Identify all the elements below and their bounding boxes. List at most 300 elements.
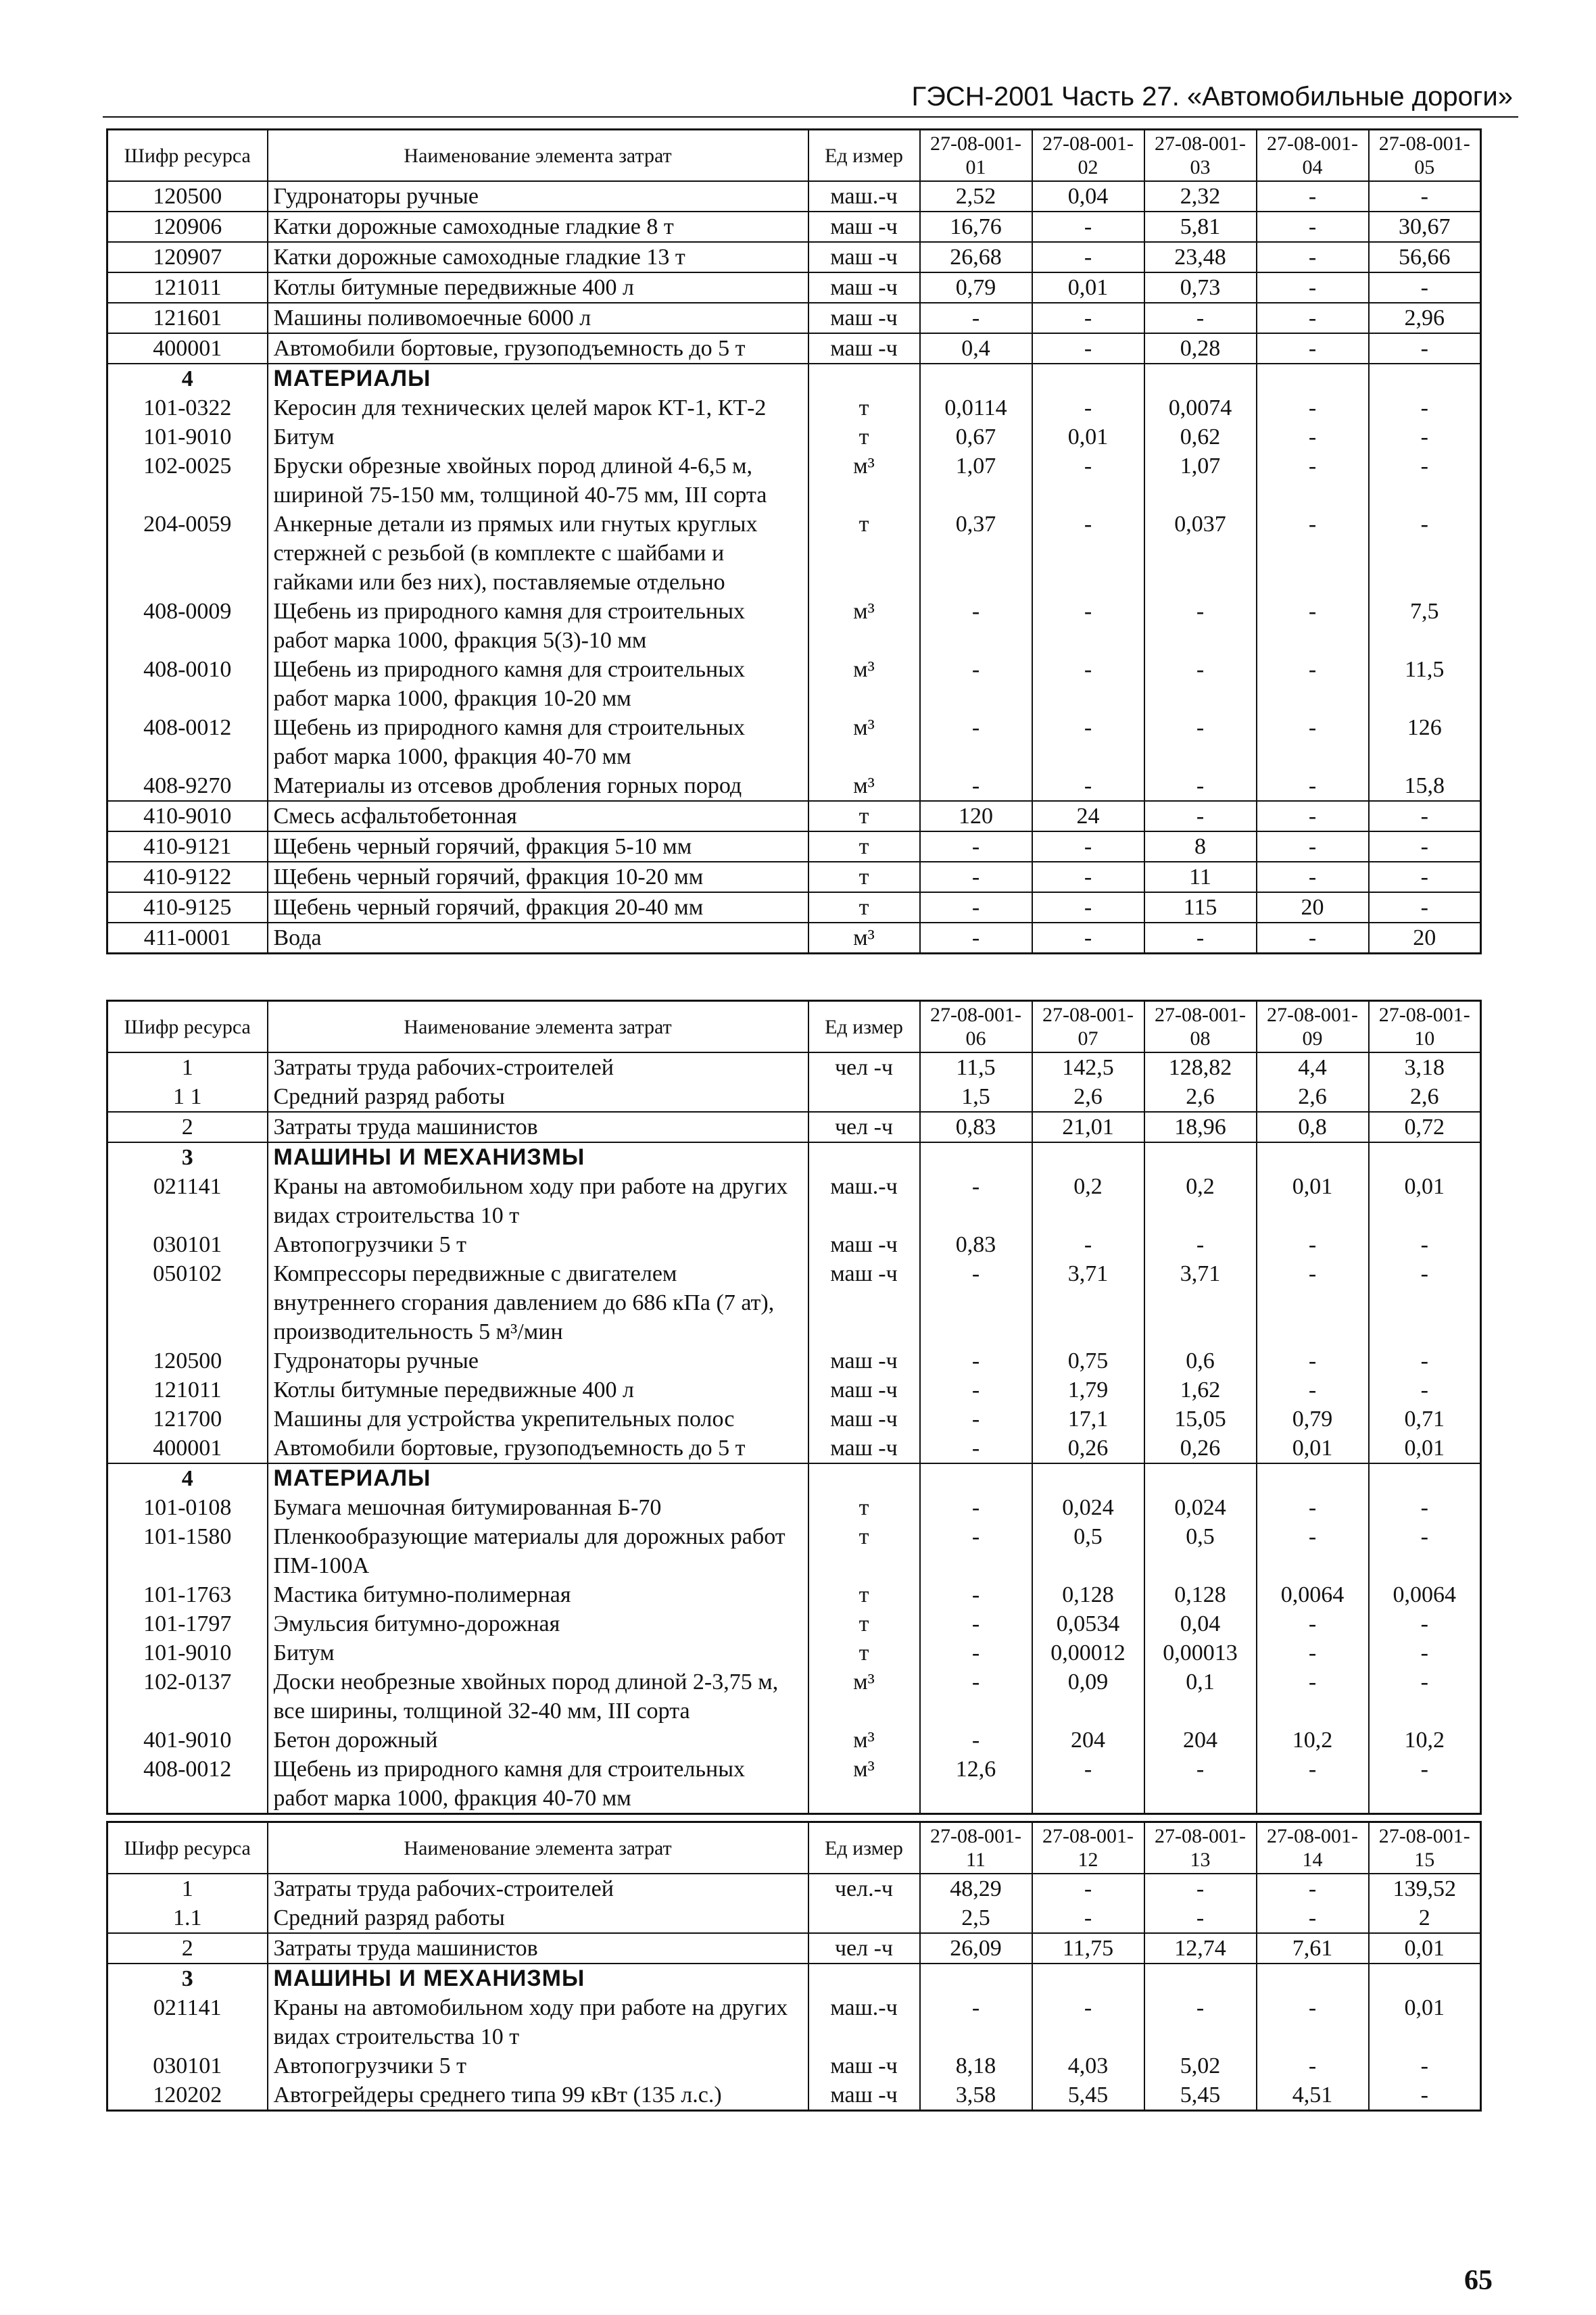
unit-of-measure: маш -ч — [808, 303, 920, 333]
resource-name: Краны на автомобильном ходу при работе на других видах строительства 10 т — [268, 1172, 808, 1230]
resource-code: 121011 — [107, 272, 268, 303]
norm-value: 0,128 — [1032, 1580, 1144, 1609]
table-head — [107, 1001, 1481, 1053]
norm-value: 5,81 — [1144, 212, 1257, 242]
norm-value: - — [1369, 1375, 1481, 1405]
norm-value: 0,83 — [920, 1230, 1032, 1259]
resource-code: 120906 — [107, 212, 268, 242]
resource-name: Автопогрузчики 5 т — [268, 1230, 808, 1259]
norm-value: 26,68 — [920, 242, 1032, 272]
norm-value: 2,5 — [920, 1903, 1032, 1933]
unit-of-measure: т — [808, 1493, 920, 1522]
resource-code: 101-0108 — [107, 1493, 268, 1522]
norm-value: 0,04 — [1144, 1609, 1257, 1638]
norm-value: 2,6 — [1032, 1082, 1144, 1112]
norm-value: - — [1144, 1993, 1257, 2051]
resource-name: Затраты труда рабочих-строителей — [268, 1874, 808, 1903]
unit-of-measure: чел.-ч — [808, 1874, 920, 1903]
norm-value: 1,62 — [1144, 1375, 1257, 1405]
resource-row — [107, 862, 1481, 892]
empty-cell — [1369, 1463, 1481, 1493]
norm-value: - — [1257, 452, 1369, 510]
resource-row — [107, 272, 1481, 303]
empty-cell — [1032, 1142, 1144, 1172]
resource-code: 101-9010 — [107, 1638, 268, 1667]
norm-value: 0,5 — [1032, 1522, 1144, 1580]
empty-cell — [1144, 1964, 1257, 1993]
norm-value: 0,0074 — [1144, 393, 1257, 422]
norm-value: - — [920, 1580, 1032, 1609]
resource-row — [107, 452, 1481, 510]
norm-value: - — [920, 771, 1032, 801]
resource-name: Машины для устройства укрепительных полос — [268, 1405, 808, 1434]
norm-value: - — [920, 1726, 1032, 1755]
norm-value: 0,8 — [1257, 1112, 1369, 1142]
norm-value: 56,66 — [1369, 242, 1481, 272]
resource-code: 121700 — [107, 1405, 268, 1434]
resource-row — [107, 2051, 1481, 2080]
resource-code: 120500 — [107, 1346, 268, 1375]
norm-code-header: 27-08-001-09 — [1257, 1001, 1369, 1053]
norm-value: - — [1257, 655, 1369, 713]
norm-value: 0,62 — [1144, 422, 1257, 452]
norm-value: 0,2 — [1144, 1172, 1257, 1230]
resource-row — [107, 713, 1481, 771]
empty-cell — [1144, 1463, 1257, 1493]
unit-of-measure: маш -ч — [808, 2080, 920, 2111]
norm-value: - — [1369, 181, 1481, 212]
norm-value: 11 — [1144, 862, 1257, 892]
norm-value: 7,61 — [1257, 1933, 1369, 1964]
resource-name: Щебень черный горячий, фракция 10-20 мм — [268, 862, 808, 892]
norm-value: 3,18 — [1369, 1052, 1481, 1082]
norm-value: 30,67 — [1369, 212, 1481, 242]
norm-value: - — [1032, 303, 1144, 333]
resource-name: Материалы из отсевов дробления горных пород — [268, 771, 808, 801]
norm-value: 0,83 — [920, 1112, 1032, 1142]
resource-code: 408-0012 — [107, 713, 268, 771]
table-body — [107, 1874, 1481, 2111]
resource-code: 204-0059 — [107, 510, 268, 597]
norm-value: 2,32 — [1144, 181, 1257, 212]
unit-of-measure: т — [808, 1609, 920, 1638]
norm-value: 0,01 — [1369, 1933, 1481, 1964]
resource-row — [107, 422, 1481, 452]
norm-value: - — [1257, 1522, 1369, 1580]
resource-name: Автогрейдеры среднего типа 99 кВт (135 л.с.) — [268, 2080, 808, 2111]
norm-value: - — [1032, 452, 1144, 510]
norm-value: - — [1257, 2051, 1369, 2080]
norm-value: - — [1257, 242, 1369, 272]
resource-row — [107, 1082, 1481, 1112]
resource-name: Краны на автомобильном ходу при работе на других видах строительства 10 т — [268, 1993, 808, 2051]
resource-row — [107, 1172, 1481, 1230]
norm-value: 0,0114 — [920, 393, 1032, 422]
norm-value: 204 — [1144, 1726, 1257, 1755]
norm-code-header: 27-08-001-03 — [1144, 130, 1257, 182]
norm-value: - — [1369, 1493, 1481, 1522]
resource-name: Котлы битумные передвижные 400 л — [268, 272, 808, 303]
norm-value: 12,74 — [1144, 1933, 1257, 1964]
resource-name: Пленкообразующие материалы для дорожных работ ПМ-100А — [268, 1522, 808, 1580]
norm-value: 0,4 — [920, 333, 1032, 364]
resource-code: 410-9122 — [107, 862, 268, 892]
page-number: 65 — [1464, 2265, 1493, 2296]
section-row — [107, 1463, 1481, 1493]
resource-row — [107, 1667, 1481, 1726]
norm-value: - — [1144, 1755, 1257, 1814]
norm-value: - — [1032, 655, 1144, 713]
norm-value: 0,04 — [1032, 181, 1144, 212]
resource-name: Щебень черный горячий, фракция 5-10 мм — [268, 831, 808, 862]
norm-code-header: 27-08-001-11 — [920, 1822, 1032, 1874]
norm-value: - — [1257, 212, 1369, 242]
norm-value: - — [920, 862, 1032, 892]
norm-value: 0,79 — [920, 272, 1032, 303]
resource-row — [107, 831, 1481, 862]
resource-code: 121601 — [107, 303, 268, 333]
norm-value: 0,01 — [1257, 1172, 1369, 1230]
unit-of-measure: т — [808, 862, 920, 892]
norm-value: - — [920, 1346, 1032, 1375]
resource-code: 1 — [107, 1052, 268, 1082]
column-header: Наименование элемента затрат — [268, 1001, 808, 1053]
norm-value: 0,01 — [1257, 1434, 1369, 1463]
resource-row — [107, 1933, 1481, 1964]
unit-of-measure: маш -ч — [808, 242, 920, 272]
resource-name: Автомобили бортовые, грузоподъемность до 5 т — [268, 1434, 808, 1463]
resource-name: Мастика битумно-полимерная — [268, 1580, 808, 1609]
resource-code: 408-0012 — [107, 1755, 268, 1814]
resource-row — [107, 1493, 1481, 1522]
norm-value: - — [1032, 1755, 1144, 1814]
norm-value: - — [1257, 272, 1369, 303]
table-head — [107, 1822, 1481, 1874]
norm-value: 0,37 — [920, 510, 1032, 597]
norm-code-header: 27-08-001-04 — [1257, 130, 1369, 182]
resource-name: Автомобили бортовые, грузоподъемность до 5 т — [268, 333, 808, 364]
norm-value: - — [1032, 510, 1144, 597]
unit-of-measure: м³ — [808, 713, 920, 771]
section-title: МАШИНЫ И МЕХАНИЗМЫ — [268, 1964, 808, 1993]
header-row — [107, 1001, 1481, 1053]
resource-row — [107, 1434, 1481, 1463]
norm-value: - — [1257, 1375, 1369, 1405]
norm-value: - — [1144, 923, 1257, 954]
unit-of-measure: чел -ч — [808, 1112, 920, 1142]
norm-value: 2,6 — [1257, 1082, 1369, 1112]
norm-value: 126 — [1369, 713, 1481, 771]
empty-cell — [1369, 1142, 1481, 1172]
section-number: 4 — [107, 364, 268, 393]
resource-row — [107, 1375, 1481, 1405]
norm-value: 0,0064 — [1369, 1580, 1481, 1609]
norm-value: - — [920, 1493, 1032, 1522]
resource-code: 400001 — [107, 333, 268, 364]
resource-name: Бруски обрезные хвойных пород длиной 4-6,5 м, шириной 75-150 мм, толщиной 40-75 мм, III сорта — [268, 452, 808, 510]
unit-of-measure: т — [808, 393, 920, 422]
empty-cell — [1032, 364, 1144, 393]
unit-of-measure: чел -ч — [808, 1933, 920, 1964]
norm-value: 0,00013 — [1144, 1638, 1257, 1667]
norm-value: 2 — [1369, 1903, 1481, 1933]
resource-code: 410-9125 — [107, 892, 268, 923]
resource-code: 408-0009 — [107, 597, 268, 655]
norm-code-header: 27-08-001-10 — [1369, 1001, 1481, 1053]
norm-value: 7,5 — [1369, 597, 1481, 655]
resource-code: 400001 — [107, 1434, 268, 1463]
norm-value: 8 — [1144, 831, 1257, 862]
resource-row — [107, 1903, 1481, 1933]
resource-table-1 — [106, 128, 1482, 954]
section-number: 4 — [107, 1463, 268, 1493]
norm-value: 21,01 — [1032, 1112, 1144, 1142]
norm-value: - — [1257, 303, 1369, 333]
norm-value: - — [1257, 1609, 1369, 1638]
resource-code: 030101 — [107, 1230, 268, 1259]
resource-name: Эмульсия битумно-дорожная — [268, 1609, 808, 1638]
resource-row — [107, 1993, 1481, 2051]
norm-value: - — [1257, 181, 1369, 212]
norm-value: 12,6 — [920, 1755, 1032, 1814]
norm-value: 16,76 — [920, 212, 1032, 242]
unit-of-measure: т — [808, 1580, 920, 1609]
norm-value: - — [1257, 713, 1369, 771]
column-header: Наименование элемента затрат — [268, 130, 808, 182]
norm-value: 18,96 — [1144, 1112, 1257, 1142]
norm-value: 2,6 — [1369, 1082, 1481, 1112]
unit-of-measure: маш -ч — [808, 1375, 920, 1405]
norm-value: 115 — [1144, 892, 1257, 923]
norm-code-header: 27-08-001-06 — [920, 1001, 1032, 1053]
resource-row — [107, 597, 1481, 655]
norm-value: 0,01 — [1369, 1172, 1481, 1230]
resource-name: Битум — [268, 422, 808, 452]
norm-value: - — [1369, 510, 1481, 597]
norm-value: - — [1369, 393, 1481, 422]
norm-value: 17,1 — [1032, 1405, 1144, 1434]
norm-value: 0,01 — [1032, 422, 1144, 452]
norm-value: - — [1144, 1903, 1257, 1933]
resource-name: Бетон дорожный — [268, 1726, 808, 1755]
norm-value: - — [920, 831, 1032, 862]
unit-of-measure: м³ — [808, 1755, 920, 1814]
unit-of-measure: т — [808, 422, 920, 452]
norm-value: - — [920, 713, 1032, 771]
resource-code: 410-9121 — [107, 831, 268, 862]
norm-value: - — [1369, 1346, 1481, 1375]
resource-code: 1.1 — [107, 1903, 268, 1933]
norm-value: - — [1369, 333, 1481, 364]
unit-of-measure: чел -ч — [808, 1052, 920, 1082]
resource-row — [107, 1874, 1481, 1903]
section-number: 3 — [107, 1964, 268, 1993]
resource-table-2 — [106, 1000, 1482, 1815]
norm-value: 0,26 — [1032, 1434, 1144, 1463]
resource-row — [107, 801, 1481, 831]
norm-value: - — [920, 1609, 1032, 1638]
norm-value: 128,82 — [1144, 1052, 1257, 1082]
norm-value: - — [920, 303, 1032, 333]
resource-name: Щебень из природного камня для строительных работ марка 1000, фракция 5(3)-10 мм — [268, 597, 808, 655]
norm-value: - — [1369, 2051, 1481, 2080]
empty-cell — [1257, 1964, 1369, 1993]
resource-code: 120500 — [107, 181, 268, 212]
norm-value: 0,01 — [1369, 1434, 1481, 1463]
resource-name: Средний разряд работы — [268, 1903, 808, 1933]
norm-value: - — [920, 1375, 1032, 1405]
resource-name: Катки дорожные самоходные гладкие 13 т — [268, 242, 808, 272]
resource-name: Смесь асфальтобетонная — [268, 801, 808, 831]
resource-row — [107, 1580, 1481, 1609]
norm-value: - — [1032, 1230, 1144, 1259]
norm-value: - — [1144, 303, 1257, 333]
column-header: Наименование элемента затрат — [268, 1822, 808, 1874]
resource-row — [107, 181, 1481, 212]
norm-value: - — [1369, 801, 1481, 831]
unit-of-measure: м³ — [808, 655, 920, 713]
norm-value: - — [1369, 1259, 1481, 1346]
empty-cell — [1144, 1142, 1257, 1172]
section-title: МАТЕРИАЛЫ — [268, 1463, 808, 1493]
unit-of-measure: м³ — [808, 923, 920, 954]
norm-value: 3,71 — [1032, 1259, 1144, 1346]
norm-value: 0,037 — [1144, 510, 1257, 597]
unit-of-measure: м³ — [808, 1726, 920, 1755]
norm-value: - — [1032, 1903, 1144, 1933]
norm-value: - — [1032, 393, 1144, 422]
resource-row — [107, 1346, 1481, 1375]
resource-row — [107, 2080, 1481, 2111]
norm-value: - — [920, 1993, 1032, 2051]
column-header: Шифр ресурса — [107, 1822, 268, 1874]
norm-code-header: 27-08-001-15 — [1369, 1822, 1481, 1874]
norm-value: - — [1257, 597, 1369, 655]
norm-value: 0,024 — [1032, 1493, 1144, 1522]
empty-cell — [808, 364, 920, 393]
norm-value: 20 — [1369, 923, 1481, 954]
norm-value: - — [1144, 1874, 1257, 1903]
norm-code-header: 27-08-001-02 — [1032, 130, 1144, 182]
unit-of-measure: т — [808, 510, 920, 597]
resource-row — [107, 1609, 1481, 1638]
norm-code-header: 27-08-001-12 — [1032, 1822, 1144, 1874]
empty-cell — [808, 1964, 920, 1993]
resource-name: Автопогрузчики 5 т — [268, 2051, 808, 2080]
resource-name: Бумага мешочная битумированная Б-70 — [268, 1493, 808, 1522]
norm-value: - — [1257, 510, 1369, 597]
norm-value: 8,18 — [920, 2051, 1032, 2080]
norm-value: 0,01 — [1032, 272, 1144, 303]
norm-value: - — [1369, 1522, 1481, 1580]
norm-value: - — [1257, 1993, 1369, 2051]
norm-value: - — [1032, 597, 1144, 655]
norm-value: 0,1 — [1144, 1667, 1257, 1726]
norm-value: 3,71 — [1144, 1259, 1257, 1346]
norm-value: 5,45 — [1144, 2080, 1257, 2111]
norm-value: - — [1257, 422, 1369, 452]
norm-value: - — [1257, 1874, 1369, 1903]
norm-value: - — [1257, 831, 1369, 862]
table-body — [107, 1052, 1481, 1814]
norm-value: 2,6 — [1144, 1082, 1257, 1112]
norm-value: - — [1144, 1230, 1257, 1259]
resource-code: 120907 — [107, 242, 268, 272]
norm-value: 0,72 — [1369, 1112, 1481, 1142]
unit-of-measure: маш -ч — [808, 1346, 920, 1375]
norm-value: - — [1257, 1755, 1369, 1814]
norm-value: - — [920, 1434, 1032, 1463]
norm-value: - — [920, 892, 1032, 923]
norm-value: 10,2 — [1257, 1726, 1369, 1755]
norm-value: 15,8 — [1369, 771, 1481, 801]
norm-code-header: 27-08-001-14 — [1257, 1822, 1369, 1874]
norm-value: - — [1369, 831, 1481, 862]
norm-value: - — [1144, 713, 1257, 771]
section-row — [107, 364, 1481, 393]
norm-value: - — [1369, 452, 1481, 510]
resource-name: Щебень из природного камня для строительных работ марка 1000, фракция 40-70 мм — [268, 1755, 808, 1814]
norm-value: - — [1369, 2080, 1481, 2111]
norm-value: - — [920, 1172, 1032, 1230]
resource-name: Котлы битумные передвижные 400 л — [268, 1375, 808, 1405]
norm-value: 26,09 — [920, 1933, 1032, 1964]
resource-name: Затраты труда машинистов — [268, 1933, 808, 1964]
norm-value: 4,51 — [1257, 2080, 1369, 2111]
norm-value: - — [1032, 1874, 1144, 1903]
norm-value: 0,0534 — [1032, 1609, 1144, 1638]
norm-value: 20 — [1257, 892, 1369, 923]
unit-of-measure: маш -ч — [808, 2051, 920, 2080]
resource-row — [107, 333, 1481, 364]
norm-value: - — [1032, 771, 1144, 801]
norm-code-header: 27-08-001-01 — [920, 130, 1032, 182]
norm-value: 23,48 — [1144, 242, 1257, 272]
norm-value: - — [1032, 713, 1144, 771]
norm-value: - — [1257, 1903, 1369, 1933]
resource-code: 021141 — [107, 1172, 268, 1230]
norm-value: 0,75 — [1032, 1346, 1144, 1375]
resource-code: 101-1797 — [107, 1609, 268, 1638]
norm-value: - — [920, 923, 1032, 954]
norm-value: 5,45 — [1032, 2080, 1144, 2111]
section-number: 3 — [107, 1142, 268, 1172]
norm-value: - — [1257, 1346, 1369, 1375]
unit-of-measure: т — [808, 1638, 920, 1667]
norm-value: - — [1032, 1993, 1144, 2051]
resource-code: 410-9010 — [107, 801, 268, 831]
section-row — [107, 1142, 1481, 1172]
header-row — [107, 1822, 1481, 1874]
resource-code: 408-9270 — [107, 771, 268, 801]
resource-code: 2 — [107, 1933, 268, 1964]
norm-value: 11,5 — [1369, 655, 1481, 713]
norm-value: - — [920, 655, 1032, 713]
norm-value: 0,79 — [1257, 1405, 1369, 1434]
resource-row — [107, 1230, 1481, 1259]
norm-value: - — [1369, 1667, 1481, 1726]
norm-value: 0,2 — [1032, 1172, 1144, 1230]
resource-row — [107, 1726, 1481, 1755]
norm-value: - — [1369, 1638, 1481, 1667]
norm-value: - — [1257, 393, 1369, 422]
resource-name: Затраты труда рабочих-строителей — [268, 1052, 808, 1082]
resource-row — [107, 892, 1481, 923]
empty-cell — [920, 1463, 1032, 1493]
resource-name: Анкерные детали из прямых или гнутых круглых стержней с резьбой (в комплекте с шайбами и гайками или без них), поставляемые отдельно — [268, 510, 808, 597]
norm-value: - — [1257, 862, 1369, 892]
norm-value: - — [1369, 422, 1481, 452]
